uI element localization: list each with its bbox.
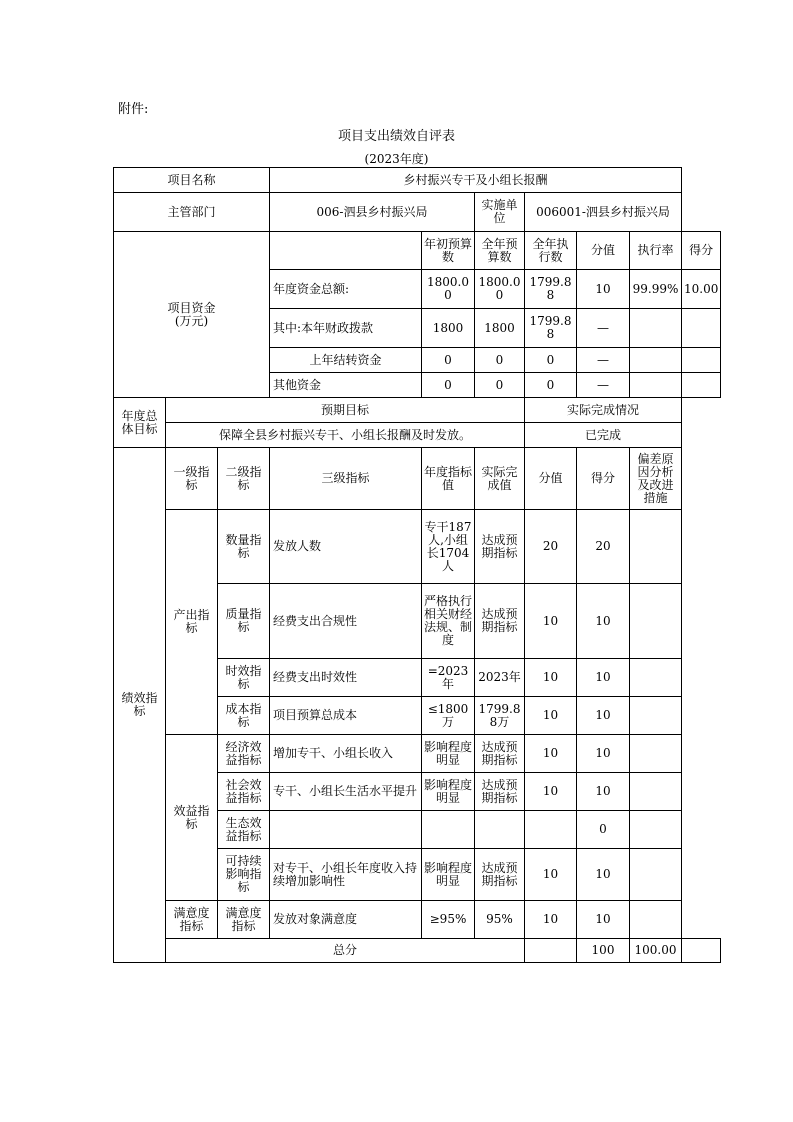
perf-level3: 发放对象满意度 — [270, 901, 422, 939]
perf-reason — [630, 697, 682, 735]
perf-reason — [630, 735, 682, 773]
perf-score: 10 — [577, 901, 630, 939]
perf-level2: 时效指标 — [218, 659, 270, 697]
perf-level3: 经费支出合规性 — [270, 584, 422, 659]
funds-row-label: 其中:本年财政拨款 — [270, 309, 422, 348]
perf-value — [525, 811, 577, 849]
perf-reason — [630, 510, 682, 584]
perf-row-quantity — [114, 510, 721, 584]
attachment-label: 附件: — [118, 102, 149, 117]
goals-content-row — [114, 423, 721, 448]
perf-target: 影响程度明显 — [422, 773, 475, 811]
perf-reason — [630, 811, 682, 849]
perf-header-level1: 一级指标 — [166, 448, 218, 510]
perf-score: 10 — [577, 849, 630, 901]
goals-expected: 保障全县乡村振兴专干、小组长报酬及时发放。 — [166, 423, 525, 448]
perf-level1-output: 产出指标 — [166, 510, 218, 735]
perf-target: 影响程度明显 — [422, 735, 475, 773]
funds-executed: 0 — [525, 373, 577, 398]
funds-header-row — [114, 232, 721, 270]
funds-header-blank — [270, 232, 422, 270]
perf-actual: 95% — [475, 901, 525, 939]
perf-reason — [630, 773, 682, 811]
page-title: 项目支出绩效自评表 — [337, 129, 455, 144]
goals-label: 年度总体目标 — [114, 398, 166, 448]
perf-level3 — [270, 811, 422, 849]
project-name-row — [114, 168, 721, 193]
total-score: 100.00 — [630, 939, 682, 963]
funds-row-label: 其他资金 — [270, 373, 422, 398]
dept-label: 主管部门 — [114, 193, 270, 232]
perf-score: 10 — [577, 735, 630, 773]
perf-header-level2: 二级指标 — [218, 448, 270, 510]
perf-header-level3: 三级指标 — [270, 448, 422, 510]
perf-level1-benefit: 效益指标 — [166, 735, 218, 901]
funds-header-executed: 全年执行数 — [525, 232, 577, 270]
perf-level3: 经费支出时效性 — [270, 659, 422, 697]
funds-rate — [630, 348, 682, 373]
total-reason-blank — [682, 939, 721, 963]
perf-level2: 数量指标 — [218, 510, 270, 584]
perf-label: 绩效指标 — [114, 448, 166, 963]
funds-score-value: 10 — [577, 270, 630, 309]
perf-score: 10 — [577, 584, 630, 659]
perf-score: 0 — [577, 811, 630, 849]
perf-actual: 达成预期指标 — [475, 735, 525, 773]
funds-rate — [630, 309, 682, 348]
perf-reason — [630, 584, 682, 659]
funds-executed: 0 — [525, 348, 577, 373]
perf-value: 20 — [525, 510, 577, 584]
funds-row-label: 年度资金总额: — [270, 270, 422, 309]
perf-value: 10 — [525, 659, 577, 697]
impl-value: 006001-泗县乡村振兴局 — [525, 193, 682, 232]
perf-target: =2023年 — [422, 659, 475, 697]
goals-header-row — [114, 398, 721, 423]
perf-level2: 质量指标 — [218, 584, 270, 659]
perf-header-reason: 偏差原因分析及改进措施 — [630, 448, 682, 510]
perf-actual: 达成预期指标 — [475, 773, 525, 811]
perf-actual — [475, 811, 525, 849]
perf-level2: 经济效益指标 — [218, 735, 270, 773]
funds-initial: 1800 — [422, 309, 475, 348]
dept-value: 006-泗县乡村振兴局 — [270, 193, 475, 232]
goals-expected-label: 预期目标 — [166, 398, 525, 423]
perf-row-satisfaction — [114, 901, 721, 939]
funds-label: 项目资金 (万元) — [114, 232, 270, 398]
perf-level3: 增加专干、小组长收入 — [270, 735, 422, 773]
goals-actual-label: 实际完成情况 — [525, 398, 682, 423]
funds-header-score: 得分 — [682, 232, 721, 270]
funds-annual: 0 — [475, 373, 525, 398]
perf-reason — [630, 901, 682, 939]
perf-level3: 发放人数 — [270, 510, 422, 584]
perf-header-score: 得分 — [577, 448, 630, 510]
perf-target: 影响程度明显 — [422, 849, 475, 901]
goals-actual: 已完成 — [525, 423, 682, 448]
perf-level2: 可持续影响指标 — [218, 849, 270, 901]
perf-level2: 生态效益指标 — [218, 811, 270, 849]
funds-initial: 0 — [422, 373, 475, 398]
perf-actual: 达成预期指标 — [475, 510, 525, 584]
perf-actual: 1799.88万 — [475, 697, 525, 735]
funds-initial: 1800.00 — [422, 270, 475, 309]
funds-initial: 0 — [422, 348, 475, 373]
funds-score: 10.00 — [682, 270, 721, 309]
perf-level2: 成本指标 — [218, 697, 270, 735]
total-label: 总分 — [166, 939, 525, 963]
impl-label: 实施单位 — [475, 193, 525, 232]
project-name-value: 乡村振兴专干及小组长报酬 — [270, 168, 682, 193]
funds-rate — [630, 373, 682, 398]
funds-executed: 1799.88 — [525, 270, 577, 309]
total-value: 100 — [577, 939, 630, 963]
perf-value: 10 — [525, 849, 577, 901]
perf-level3: 项目预算总成本 — [270, 697, 422, 735]
funds-annual: 0 — [475, 348, 525, 373]
perf-level1-satisfaction: 满意度指标 — [166, 901, 218, 939]
funds-header-rate: 执行率 — [630, 232, 682, 270]
perf-header-actual: 实际完成值 — [475, 448, 525, 510]
perf-reason — [630, 659, 682, 697]
funds-score-value: — — [577, 348, 630, 373]
perf-score: 10 — [577, 773, 630, 811]
funds-annual: 1800.00 — [475, 270, 525, 309]
perf-score: 10 — [577, 659, 630, 697]
funds-header-score-value: 分值 — [577, 232, 630, 270]
funds-header-annual: 全年预算数 — [475, 232, 525, 270]
perf-score: 20 — [577, 510, 630, 584]
perf-value: 10 — [525, 901, 577, 939]
perf-actual: 2023年 — [475, 659, 525, 697]
perf-value: 10 — [525, 697, 577, 735]
perf-actual: 达成预期指标 — [475, 584, 525, 659]
funds-rate: 99.99% — [630, 270, 682, 309]
perf-actual: 达成预期指标 — [475, 849, 525, 901]
perf-level3: 专干、小组长生活水平提升 — [270, 773, 422, 811]
total-blank — [525, 939, 577, 963]
total-row — [114, 939, 721, 963]
perf-score: 10 — [577, 697, 630, 735]
perf-level3: 对专干、小组长年度收入持续增加影响性 — [270, 849, 422, 901]
funds-score-value: — — [577, 373, 630, 398]
perf-target: 严格执行相关财经法规、制度 — [422, 584, 475, 659]
perf-target — [422, 811, 475, 849]
perf-value: 10 — [525, 735, 577, 773]
perf-value: 10 — [525, 773, 577, 811]
funds-score — [682, 309, 721, 348]
perf-value: 10 — [525, 584, 577, 659]
perf-header-value: 分值 — [525, 448, 577, 510]
department-row — [114, 193, 721, 232]
perf-header-row — [114, 448, 721, 510]
funds-score — [682, 373, 721, 398]
perf-target: ≤1800万 — [422, 697, 475, 735]
funds-score — [682, 348, 721, 373]
self-evaluation-table — [113, 167, 721, 963]
funds-header-initial: 年初预算数 — [422, 232, 475, 270]
perf-target: 专干187人,小组长1704人 — [422, 510, 475, 584]
report-year: (2023年度) — [364, 152, 429, 166]
funds-row-label: 上年结转资金 — [270, 348, 422, 373]
perf-level2: 满意度指标 — [218, 901, 270, 939]
funds-executed: 1799.88 — [525, 309, 577, 348]
project-name-label: 项目名称 — [114, 168, 270, 193]
perf-header-target: 年度指标值 — [422, 448, 475, 510]
perf-level2: 社会效益指标 — [218, 773, 270, 811]
perf-reason — [630, 849, 682, 901]
funds-score-value: — — [577, 309, 630, 348]
perf-target: ≥95% — [422, 901, 475, 939]
funds-annual: 1800 — [475, 309, 525, 348]
perf-row-economic — [114, 735, 721, 773]
